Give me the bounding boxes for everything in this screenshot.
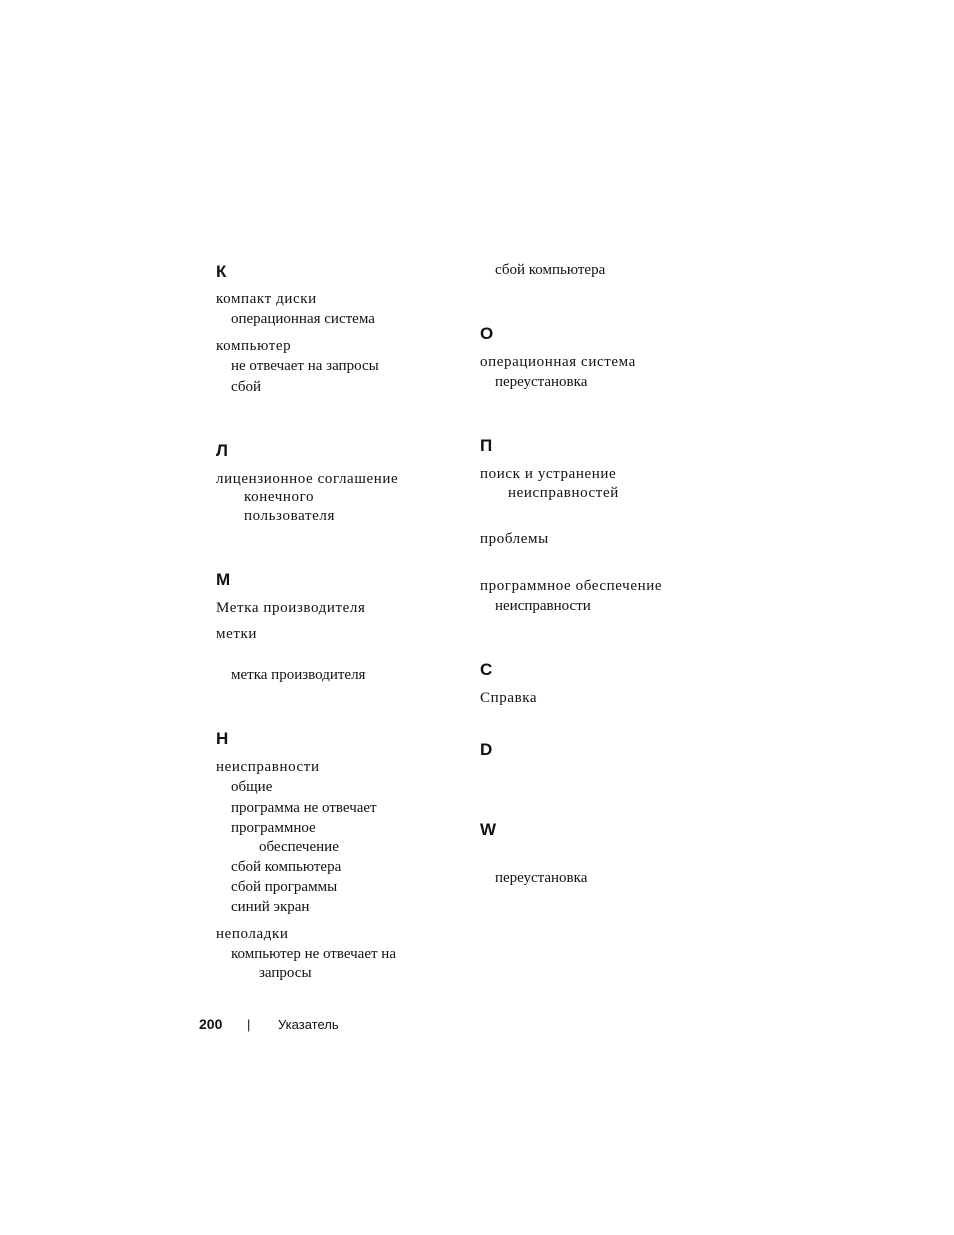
index-subterm: синий экран [231, 899, 310, 915]
index-letter-k: К [216, 262, 227, 281]
index-term: метки [216, 626, 258, 642]
index-subterm: переустановка [495, 870, 588, 886]
index-term: Справка [480, 690, 538, 706]
index-letter-w: W [480, 820, 497, 839]
index-subterm: сбой программы [231, 879, 338, 895]
index-letter-p: П [480, 436, 493, 455]
index-term: программное обеспечение [480, 578, 663, 594]
index-letter-s: С [480, 660, 493, 679]
index-subterm: компьютер не отвечает на [231, 946, 396, 962]
index-subterm: переустановка [495, 374, 588, 390]
index-term: проблемы [480, 531, 549, 547]
index-subterm: операционная система [231, 311, 375, 327]
index-subterm: сбой компьютера [495, 262, 606, 278]
footer-separator: | [247, 1017, 251, 1032]
index-letter-d: D [480, 740, 493, 759]
index-subterm-continuation: запросы [259, 965, 312, 981]
index-term-continuation: конечного [244, 489, 315, 505]
page-number: 200 [199, 1016, 223, 1032]
footer-section-title: Указатель [278, 1017, 339, 1032]
index-letter-o: О [480, 324, 494, 343]
index-term: лицензионное соглашение [216, 471, 399, 487]
index-subterm: программное [231, 820, 316, 836]
index-letter-m: М [216, 570, 231, 589]
index-term-continuation: неисправностей [508, 485, 619, 501]
index-term: неполадки [216, 926, 289, 942]
index-letter-l: Л [216, 441, 228, 460]
index-subterm: неисправности [495, 598, 591, 614]
index-term: поиск и устранение [480, 466, 617, 482]
index-subterm: общие [231, 779, 273, 795]
index-subterm: программа не отвечает [231, 800, 377, 816]
index-term: неисправности [216, 759, 320, 775]
index-term: компьютер [216, 338, 292, 354]
index-term: компакт диски [216, 291, 317, 307]
index-term-continuation: пользователя [244, 508, 335, 524]
index-term: операционная система [480, 354, 636, 370]
index-subterm-continuation: обеспечение [259, 839, 339, 855]
index-subterm: сбой [231, 379, 261, 395]
index-letter-n: Н [216, 729, 229, 748]
index-subterm: сбой компьютера [231, 859, 342, 875]
index-term: Метка производителя [216, 600, 366, 616]
index-subterm: метка производителя [231, 667, 366, 683]
index-subterm: не отвечает на запросы [231, 358, 379, 374]
